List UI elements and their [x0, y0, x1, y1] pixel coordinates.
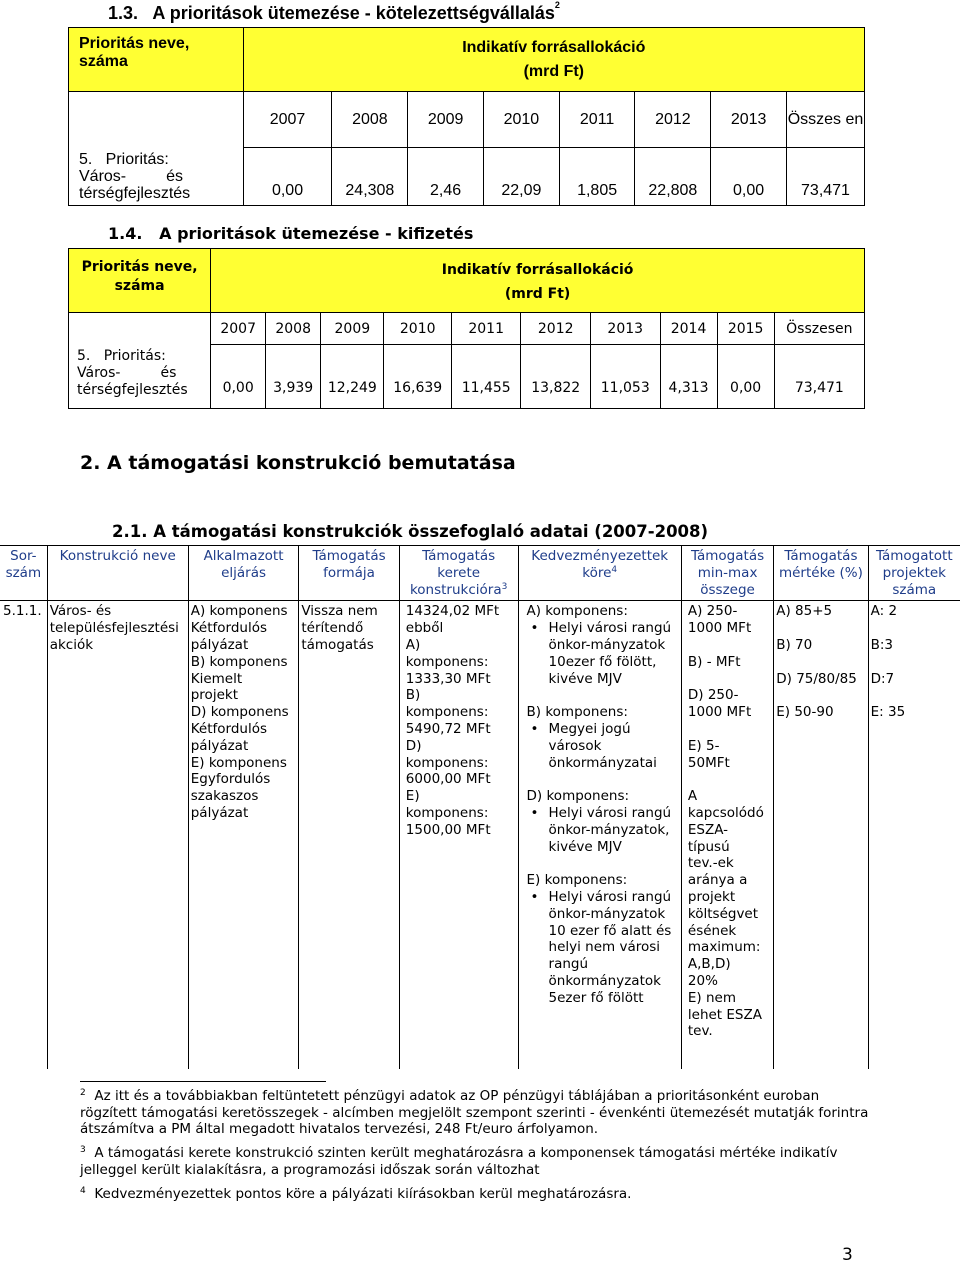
value2-2010: 16,639: [384, 345, 451, 409]
kerete-line: 14324,02 MFt: [405, 603, 500, 620]
kerete-line: 1500,00 MFt: [405, 821, 491, 838]
minmax-line: D) 250-: [687, 687, 739, 704]
value2-2008: 3,939: [266, 345, 321, 409]
kerete-line: E): [405, 788, 420, 805]
spacer: [527, 771, 679, 788]
empty-cell: [69, 92, 244, 148]
spacer: [527, 687, 679, 704]
minmax-line: maximum:: [687, 939, 761, 956]
forma-line: Vissza nem: [301, 603, 378, 620]
construction-summary-table: [0, 545, 960, 1069]
footnote-2-number: 2: [80, 1088, 86, 1098]
footnote-3-text: A támogatási kerete konstrukció szinten került meghatározásra a komponensek támogatási mértéke indikatív jelleggel került kialakításra, a programozási időszak során változhat: [80, 1145, 838, 1178]
footnote-4-text: Kedvezményezettek pontos köre a pályázati kiírásokban kerül meghatározásra.: [94, 1186, 632, 1202]
priority-name-header-2: [69, 249, 211, 313]
row-forma: [299, 601, 399, 1069]
value-2013: 0,00: [711, 148, 787, 206]
allocation-header-2-line2: (mrd Ft): [504, 286, 571, 302]
minmax-line: tev.-ek: [687, 855, 734, 872]
eljaras-line: Kétfordulós: [190, 720, 268, 737]
value2-2007: 0,00: [211, 345, 266, 409]
year2-2008: 2008: [266, 313, 321, 345]
kerete-line: 1333,30 MFt: [405, 670, 491, 687]
year-2009: 2009: [408, 92, 484, 148]
kerete-line: D): [405, 737, 422, 754]
minmax-line: [688, 671, 771, 688]
year2-2011: 2011: [451, 313, 521, 345]
projektek-line: A: 2: [870, 603, 898, 620]
kor-bullet-item: • Helyi városi rangú önkor-mányzatok 10ezer fő fölött, kivéve MJV: [549, 620, 679, 687]
projektek-line: E: 35: [870, 704, 906, 721]
eljaras-line: E) komponens: [190, 754, 287, 771]
year-2013: 2013: [711, 92, 787, 148]
header-forma: Támogatás formája: [299, 546, 399, 601]
kerete-line: ebből: [405, 620, 444, 637]
minmax-line: 20%: [687, 972, 718, 989]
value2-2015: 0,00: [717, 345, 774, 409]
header-projektek: Támogatott projektek száma: [868, 546, 960, 601]
projektek-line: [871, 687, 958, 704]
row-kor: [518, 601, 681, 1069]
header-eljaras: Alkalmazott eljárás: [188, 546, 299, 601]
priority-label-line1: 5. Prioritás:: [79, 150, 169, 168]
row-kerete: [399, 601, 518, 1069]
section-13-heading: [108, 0, 560, 24]
page-number: 3: [842, 1245, 853, 1265]
minmax-line: ésének: [687, 922, 737, 939]
empty-cell-2: [69, 313, 211, 345]
footnote-2-text: Az itt és a továbbiakban feltüntetett pénzügyi adatok az OP pénzügyi táblájában a prioritásonként euroban rögzített támogatási keretösszegek - alcímben megjelölt szempont szerinti - évenkénti ütemezését mutatják forintra átszámítva a PM által megadott hivatalos tervezési, 248 Ft/euro árfolyamon.: [80, 1088, 869, 1137]
minmax-line: [688, 771, 771, 788]
total2-header: Összesen: [774, 313, 864, 345]
forma-line: támogatás: [301, 636, 374, 653]
year2-2015: 2015: [717, 313, 774, 345]
kor-bullet-list: [527, 889, 679, 1007]
mertek-line: B) 70: [776, 636, 813, 653]
allocation-header-line2: (mrd Ft): [523, 63, 584, 80]
header-kor-text: Kedvezményezettek köre: [531, 548, 669, 581]
mertek-line: [776, 687, 865, 704]
kerete-line: B): [405, 687, 421, 704]
header-minmax: Támogatás min-max összege: [681, 546, 773, 601]
section-14-number: 1.4.: [108, 224, 143, 243]
header-kor: [518, 546, 681, 601]
priority2-label-line1: 5. Prioritás:: [77, 347, 166, 364]
footnote-4-number: 4: [80, 1186, 86, 1196]
eljaras-line: projekt: [190, 687, 238, 704]
kor-bullet-list: [527, 805, 679, 855]
minmax-line: projekt: [687, 888, 736, 905]
minmax-line: 50MFt: [687, 754, 730, 771]
eljaras-line: pályázat: [190, 737, 249, 754]
footnote-4: [80, 1186, 870, 1203]
kor-component-head: A) komponens:: [526, 603, 628, 620]
kor-component-head: B) komponens:: [526, 704, 628, 721]
value2-total: 73,471: [774, 345, 864, 409]
minmax-line: költségvet: [687, 905, 759, 922]
allocation-header-line1: Indikatív forrásallokáció: [462, 39, 646, 56]
payment-schedule-table: [68, 248, 865, 409]
mertek-line: D) 75/80/85: [776, 670, 857, 687]
forma-line: térítendő: [301, 620, 364, 637]
year2-2014: 2014: [660, 313, 717, 345]
kerete-line: komponens:: [405, 804, 489, 821]
minmax-line: lehet ESZA: [687, 1006, 762, 1023]
minmax-line: ESZA-: [687, 821, 729, 838]
priority-label-line2: Város- és: [79, 167, 184, 185]
eljaras-line: Egyfordulós: [190, 771, 271, 788]
allocation-header-2-line1: Indikatív forrásallokáció: [441, 262, 634, 278]
priority-name-header: [69, 28, 244, 92]
eljaras-line: Kiemelt: [190, 670, 243, 687]
value2-2013: 11,053: [590, 345, 660, 409]
year-2012: 2012: [635, 92, 711, 148]
minmax-line: típusú: [687, 838, 730, 855]
priority2-label-line2: Város- és: [77, 364, 177, 381]
header-konstrukcio: Konstrukció neve: [47, 546, 188, 601]
kerete-line: komponens:: [405, 754, 489, 771]
value-2009: 2,46: [408, 148, 484, 206]
year-2008: 2008: [332, 92, 408, 148]
priority-label-line3: térségfejlesztés: [79, 184, 191, 202]
projektek-line: B:3: [870, 636, 894, 653]
eljaras-line: pályázat: [190, 804, 249, 821]
year2-2013: 2013: [590, 313, 660, 345]
row-minmax: [681, 601, 773, 1069]
value2-2011: 11,455: [451, 345, 521, 409]
header-sorszam: Sor-szám: [0, 546, 47, 601]
footnote-3-number: 3: [80, 1145, 86, 1155]
section-14-title: A prioritások ütemezése - kifizetés: [159, 224, 474, 243]
year-2011: 2011: [559, 92, 635, 148]
projektek-line: D:7: [870, 670, 895, 687]
kerete-line: 5490,72 MFt: [405, 720, 491, 737]
kor-component-head: E) komponens:: [526, 872, 628, 889]
footnote-ref-4: 4: [611, 564, 618, 575]
priority2-label-line3: térségfejlesztés: [77, 381, 188, 398]
year2-2012: 2012: [521, 313, 591, 345]
row-eljaras: [188, 601, 299, 1069]
projektek-line: [871, 620, 958, 637]
minmax-line: kapcsolódó: [687, 804, 764, 821]
year2-2007: 2007: [211, 313, 266, 345]
year-2010: 2010: [483, 92, 559, 148]
value-2007: 0,00: [243, 148, 332, 206]
priority-row-label-2: [69, 345, 211, 409]
eljaras-line: A) komponens: [190, 603, 288, 620]
section-21-heading: 2.1. A támogatási konstrukciók összefoglaló adatai (2007-2008): [112, 522, 709, 541]
minmax-line: E) nem: [687, 989, 736, 1006]
spacer: [527, 855, 679, 872]
minmax-line: A: [687, 788, 698, 805]
kerete-line: A): [405, 636, 421, 653]
kerete-line: komponens:: [405, 704, 489, 721]
minmax-line: A,B,D): [687, 956, 731, 973]
minmax-line: E) 5-: [687, 737, 720, 754]
kor-bullet-list: [527, 620, 679, 687]
eljaras-line: szakaszos: [190, 788, 259, 805]
value-2008: 24,308: [332, 148, 408, 206]
section-13-title: A prioritások ütemezése - kötelezettségvállalás: [152, 3, 555, 23]
row-projektek: [868, 601, 960, 1069]
footnote-ref-2: 2: [554, 0, 560, 10]
minmax-line: [688, 721, 771, 738]
priority-name-header-2-text: Prioritás neve, száma: [81, 259, 198, 294]
footnote-3: [80, 1145, 870, 1178]
row-sorszam: 5.1.1.: [0, 601, 47, 1069]
mertek-line: [776, 654, 865, 671]
header-mertek: Támogatás mértéke (%): [774, 546, 868, 601]
row-konstrukcio: Város- és településfejlesztési akciók: [47, 601, 188, 1069]
projektek-line: [871, 654, 958, 671]
value2-2012: 13,822: [521, 345, 591, 409]
year2-2009: 2009: [321, 313, 384, 345]
value-2012: 22,808: [635, 148, 711, 206]
header-kerete-text: Támogatás kerete konstrukcióra: [409, 548, 502, 598]
kor-component-head: D) komponens:: [526, 788, 630, 805]
value2-2014: 4,313: [660, 345, 717, 409]
allocation-header-2: [211, 249, 865, 313]
kor-bullet-list: [527, 721, 679, 771]
total-header: Összes en: [786, 92, 864, 148]
mertek-line: E) 50-90: [776, 704, 834, 721]
minmax-line: aránya a: [687, 872, 748, 889]
footnote-separator: [80, 1081, 326, 1082]
section-2-heading: 2. A támogatási konstrukció bemutatása: [80, 452, 516, 474]
priority-name-header-text: Prioritás neve, száma: [79, 35, 190, 70]
eljaras-line: B) komponens: [190, 653, 288, 670]
priority-row-label: [69, 148, 244, 206]
year-2007: 2007: [243, 92, 332, 148]
mertek-line: [776, 620, 865, 637]
section-14-heading: [108, 224, 473, 243]
year2-2010: 2010: [384, 313, 451, 345]
eljaras-line: pályázat: [190, 636, 249, 653]
eljaras-line: D) komponens: [190, 704, 289, 721]
header-kerete: [399, 546, 518, 601]
kor-bullet-item: • Megyei jogú városok önkormányzatai: [549, 721, 679, 771]
footnote-2: [80, 1088, 870, 1138]
value-total: 73,471: [786, 148, 864, 206]
minmax-line: 1000 MFt: [687, 704, 752, 721]
commitment-schedule-table: [68, 27, 865, 206]
mertek-line: A) 85+5: [776, 603, 833, 620]
kor-bullet-item: • Helyi városi rangú önkor-mányzatok, kivéve MJV: [549, 805, 679, 855]
row-mertek: [774, 601, 868, 1069]
kerete-line: 6000,00 MFt: [405, 771, 491, 788]
minmax-line: tev.: [687, 1023, 713, 1040]
minmax-line: A) 250-: [687, 603, 738, 620]
eljaras-line: Kétfordulós: [190, 620, 268, 637]
value-2010: 22,09: [483, 148, 559, 206]
minmax-line: 1000 MFt: [687, 620, 752, 637]
section-13-number: 1.3.: [108, 3, 139, 23]
kerete-line: komponens:: [405, 653, 489, 670]
allocation-header: [243, 28, 864, 92]
value2-2009: 12,249: [321, 345, 384, 409]
value-2011: 1,805: [559, 148, 635, 206]
minmax-line: B) - MFt: [687, 653, 741, 670]
footnote-ref-3: 3: [501, 581, 508, 592]
minmax-line: [688, 637, 771, 654]
kor-bullet-item: • Helyi városi rangú önkor-mányzatok 10 ezer fő alatt és helyi nem városi rangú önkormányzatok 5ezer fő fölött: [549, 889, 679, 1007]
